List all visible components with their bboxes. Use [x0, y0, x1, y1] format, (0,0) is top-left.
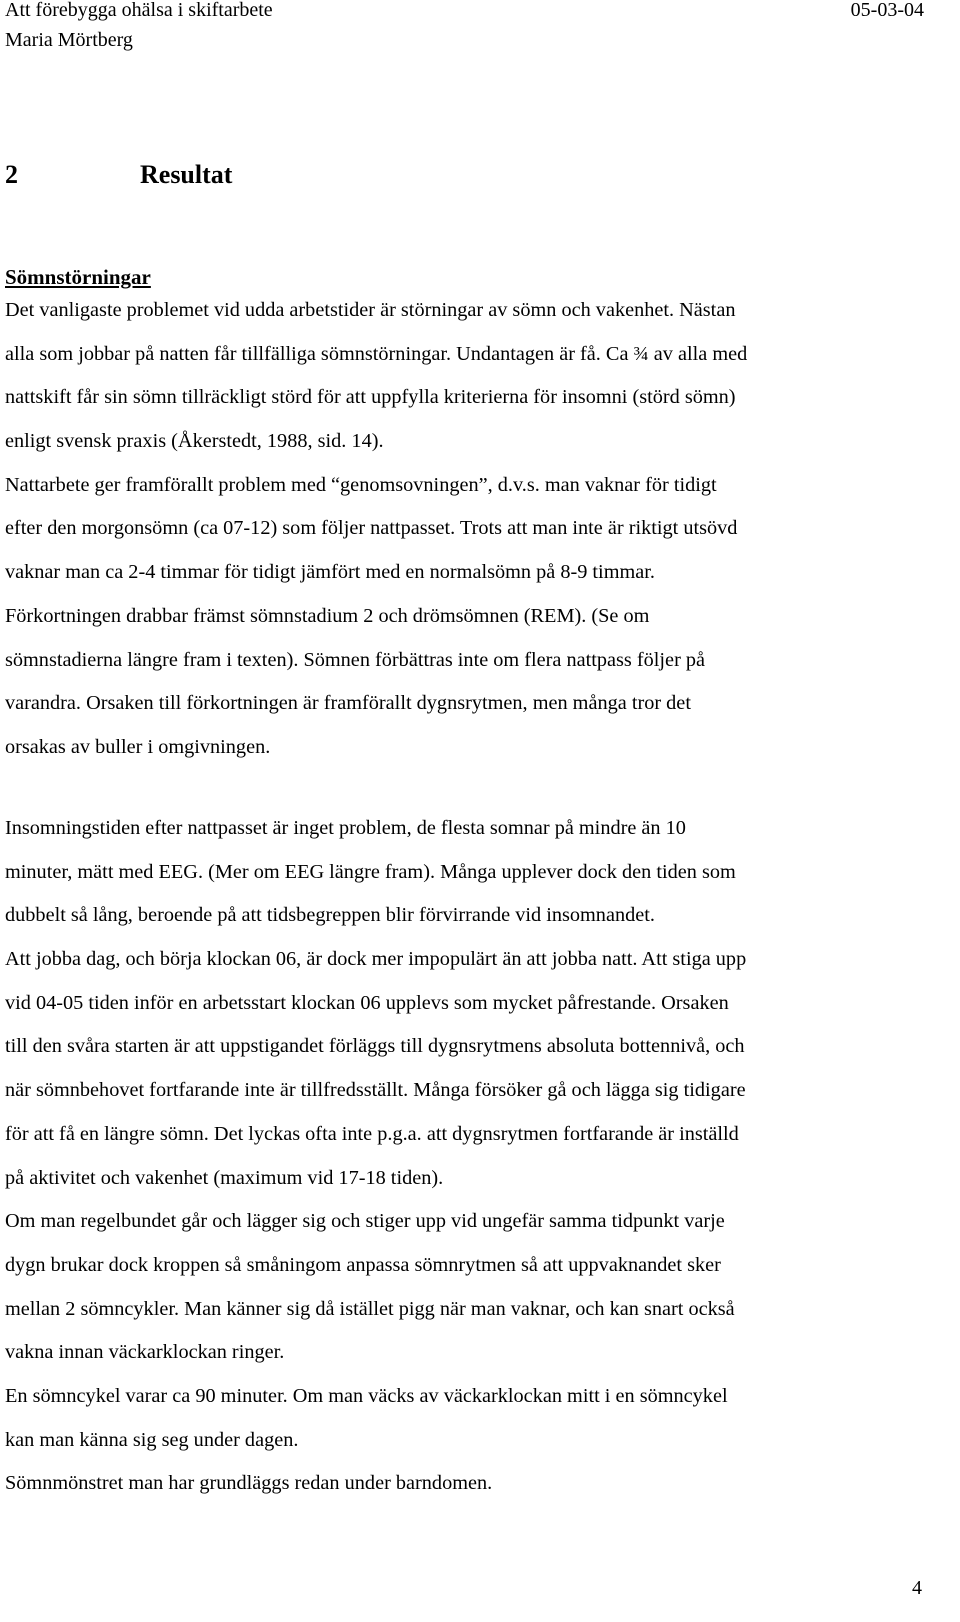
- text-line: orsakas av buller i omgivningen.: [5, 735, 271, 758]
- text-line: när sömnbehovet fortfarande inte är tillfredsställt. Många försöker gå och lägga sig tidigare: [5, 1079, 746, 1102]
- text-line: till den svåra starten är att uppstigandet förläggs till dygnsrytmens absoluta bottennivå, och: [5, 1035, 745, 1058]
- text-line: efter den morgonsömn (ca 07-12) som följer nattpasset. Trots att man inte är riktigt utsövd: [5, 517, 738, 540]
- text-line: Sömnmönstret man har grundläggs redan under barndomen.: [5, 1472, 493, 1495]
- document-date: 05-03-04: [850, 0, 924, 21]
- text-line: En sömncykel varar ca 90 minuter. Om man väcks av väckarklockan mitt i en sömncykel: [5, 1384, 728, 1407]
- text-line: vaknar man ca 2-4 timmar för tidigt jämfört med en normalsömn på 8-9 timmar.: [5, 561, 655, 584]
- section-number: 2: [5, 160, 18, 189]
- text-line: dubbelt så lång, beroende på att tidsbegreppen blir förvirrande vid insomnandet.: [5, 904, 655, 927]
- text-line: kan man känna sig seg under dagen.: [5, 1428, 299, 1451]
- text-line: Insomningstiden efter nattpasset är inget problem, de flesta somnar på mindre än 10: [5, 817, 686, 839]
- text-line: nattskift får sin sömn tillräckligt störd för att uppfylla kriterierna för insomni (störd sömn): [5, 386, 736, 409]
- page-number: 4: [912, 1577, 922, 1599]
- header-bottom-row: [5, 30, 924, 52]
- text-line: vid 04-05 tiden inför en arbetsstart klockan 06 upplevs som mycket påfrestande. Orsaken: [5, 991, 729, 1014]
- document-author: Maria Mörtberg: [5, 29, 133, 51]
- document-title: Att förebygga ohälsa i skiftarbete: [5, 0, 273, 21]
- page-header: [5, 0, 924, 60]
- section-heading: [5, 160, 232, 190]
- text-line: Nattarbete ger framförallt problem med “genomsovningen”, d.v.s. man vaknar för tidigt: [5, 473, 717, 496]
- text-line: mellan 2 sömncykler. Man känner sig då istället pigg när man vaknar, och kan snart också: [5, 1297, 735, 1320]
- text-line: Att jobba dag, och börja klockan 06, är dock mer impopulärt än att jobba natt. Att stiga upp: [5, 948, 747, 971]
- subheading-sleep-disorders: Sömnstörningar: [5, 265, 151, 289]
- text-line: Förkortningen drabbar främst sömnstadium 2 och drömsömnen (REM). (Se om: [5, 604, 650, 627]
- text-line: minuter, mätt med EEG. (Mer om EEG längre fram). Många upplever dock den tiden som: [5, 860, 736, 883]
- text-line: Om man regelbundet går och lägger sig och stiger upp vid ungefär samma tidpunkt varje: [5, 1210, 725, 1233]
- text-line: Det vanligaste problemet vid udda arbetstider är störningar av sömn och vakenhet. Nästan: [5, 299, 736, 321]
- section-title: Resultat: [140, 160, 233, 189]
- text-line: på aktivitet och vakenhet (maximum vid 17-18 tiden).: [5, 1166, 444, 1189]
- text-line: enligt svensk praxis (Åkerstedt, 1988, sid. 14).: [5, 430, 384, 453]
- text-line: alla som jobbar på natten får tillfälliga sömnstörningar. Undantagen är få. Ca ¾ av alla med: [5, 342, 748, 365]
- text-line: dygn brukar dock kroppen så småningom anpassa sömnrytmen så att uppvaknandet sker: [5, 1253, 721, 1276]
- paragraph-block-2: [5, 807, 935, 1506]
- header-top-row: [5, 0, 924, 22]
- text-line: för att få en längre sömn. Det lyckas ofta inte p.g.a. att dygnsrytmen fortfarande är inställd: [5, 1122, 739, 1145]
- text-line: sömnstadierna längre fram i texten). Sömnen förbättras inte om flera nattpass följer på: [5, 648, 706, 671]
- paragraph-block-1: [5, 289, 935, 770]
- text-line: varandra. Orsaken till förkortningen är framförallt dygnsrytmen, men många tror det: [5, 692, 691, 715]
- text-line: vakna innan väckarklockan ringer.: [5, 1341, 285, 1364]
